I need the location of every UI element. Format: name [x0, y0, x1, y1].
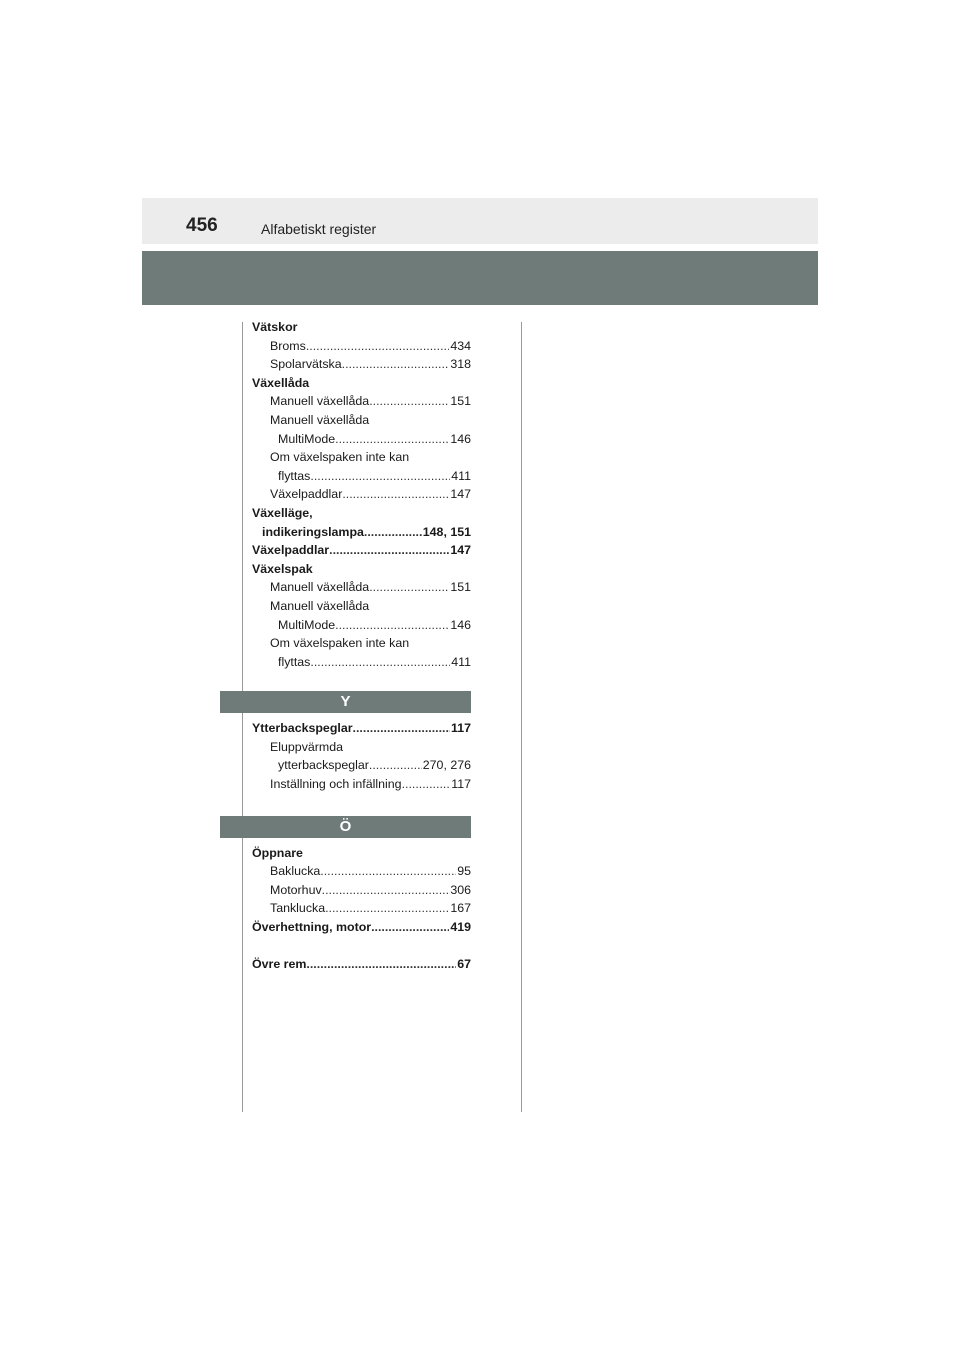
index-entry: [252, 337, 471, 356]
index-entry: [252, 844, 471, 863]
dot-leader: [322, 881, 450, 900]
index-entry-label: Om växelspaken inte kan: [270, 450, 410, 465]
index-entry-label: flyttas: [278, 654, 311, 669]
index-entry: [252, 430, 471, 449]
index-entry-label: MultiMode: [278, 617, 336, 632]
index-entry-label: Eluppvärmda: [270, 739, 344, 754]
index-entry: [252, 616, 471, 635]
index-entry: [252, 411, 471, 430]
dot-leader: [342, 485, 449, 504]
index-entry-page: 148, 151: [422, 524, 471, 539]
dot-leader: [364, 523, 422, 542]
index-entry: [252, 899, 471, 918]
dot-leader: [353, 719, 450, 738]
section-title: Alfabetiskt register: [261, 221, 377, 237]
index-entry: [252, 955, 471, 974]
index-entry-page: 411: [451, 654, 471, 669]
index-entry: [252, 504, 471, 523]
index-entry-label: Manuell växellåda: [270, 412, 370, 427]
index-entry: [252, 719, 471, 738]
letter-heading-o: Ö: [220, 816, 471, 838]
index-entry-label: Växelpaddlar: [252, 543, 330, 558]
index-entry-label: flyttas: [278, 468, 311, 483]
index-entry: [252, 881, 471, 900]
dot-leader: [310, 467, 450, 486]
dot-leader: [325, 899, 449, 918]
index-entry-page: 146: [450, 431, 471, 446]
index-entry-label: Spolarvätska: [270, 357, 342, 372]
index-entry-page: 151: [450, 580, 471, 595]
index-entry: [252, 523, 471, 542]
index-entry-label: Om växelspaken inte kan: [270, 636, 410, 651]
index-entry: [252, 918, 471, 937]
index-entry-label: Vätskor: [252, 320, 298, 334]
index-entry-label: Ytterbackspeglar: [252, 721, 353, 736]
dot-leader: [369, 756, 422, 775]
dot-leader: [335, 616, 449, 635]
index-entry-label: Växelpaddlar: [270, 487, 343, 502]
index-entry-label: Växelläge,: [252, 505, 313, 520]
index-entry-page: 318: [450, 357, 471, 372]
index-entry-page: 167: [450, 901, 471, 916]
index-entry: [252, 756, 471, 775]
index-column: [252, 318, 471, 973]
index-group-o-extra: [252, 955, 471, 974]
index-entry: [252, 862, 471, 881]
index-entry-page: 117: [451, 777, 471, 792]
index-entry-page: 151: [450, 394, 471, 409]
index-entry: [252, 775, 471, 794]
index-entry-label: Överhettning, motor: [252, 920, 372, 935]
dot-leader: [329, 541, 449, 560]
index-entry-label: ytterbackspeglar: [278, 758, 369, 773]
index-entry: [252, 541, 471, 560]
index-entry: [252, 467, 471, 486]
index-entry-page: 419: [450, 920, 471, 935]
column-rule-right: [521, 322, 522, 1112]
index-entry: [252, 560, 471, 579]
index-entry-label: Inställning och infällning: [270, 777, 402, 792]
header-divider-band: [142, 251, 818, 305]
index-entry: [252, 578, 471, 597]
index-entry-page: 306: [450, 882, 471, 897]
index-entry-page: 147: [450, 543, 471, 558]
dot-leader: [310, 653, 450, 672]
index-entry-label: Växellåda: [252, 375, 310, 390]
index-entry-page: 434: [450, 338, 471, 353]
index-entry-label: Broms: [270, 338, 306, 353]
index-entry-label: Motorhuv: [270, 882, 322, 897]
letter-heading-y: Y: [220, 691, 471, 713]
index-entry-page: 67: [457, 956, 471, 971]
index-entry: [252, 597, 471, 616]
index-group-v: [252, 318, 471, 671]
dot-leader: [402, 775, 451, 794]
dot-leader: [306, 337, 450, 356]
dot-leader: [306, 955, 456, 974]
index-entry-label: Manuell växellåda: [270, 598, 370, 613]
index-entry-label: Baklucka: [270, 864, 321, 879]
index-entry-page: 411: [451, 468, 471, 483]
column-rule-left: [242, 322, 243, 1112]
index-entry-page: 146: [450, 617, 471, 632]
index-entry-page: 95: [457, 864, 471, 879]
dot-leader: [371, 918, 449, 937]
index-entry-label: indikeringslampa: [262, 524, 364, 539]
index-entry-label: MultiMode: [278, 431, 336, 446]
index-entry: [252, 738, 471, 757]
dot-leader: [335, 430, 449, 449]
index-entry-label: Övre rem: [252, 956, 307, 971]
index-entry: [252, 448, 471, 467]
index-entry-label: Tanklucka: [270, 901, 326, 916]
index-entry: [252, 634, 471, 653]
index-entry-label: Manuell växellåda: [270, 580, 370, 595]
dot-leader: [369, 392, 449, 411]
index-group-y: [252, 719, 471, 793]
dot-leader: [342, 355, 450, 374]
index-entry-label: Växelspak: [252, 561, 313, 576]
index-entry-label: Öppnare: [252, 845, 303, 860]
index-entry: [252, 374, 471, 393]
index-entry: [252, 318, 471, 337]
index-entry: [252, 355, 471, 374]
index-entry: [252, 653, 471, 672]
index-entry-page: 117: [451, 721, 471, 736]
dot-leader: [369, 578, 449, 597]
index-entry: [252, 392, 471, 411]
index-entry-page: 147: [450, 487, 471, 502]
index-entry-label: Manuell växellåda: [270, 394, 370, 409]
index-entry: [252, 485, 471, 504]
index-group-o: [252, 844, 471, 937]
dot-leader: [320, 862, 456, 881]
index-entry-page: 270, 276: [422, 758, 471, 773]
page-number: 456: [186, 215, 218, 236]
header-band: [142, 198, 818, 244]
